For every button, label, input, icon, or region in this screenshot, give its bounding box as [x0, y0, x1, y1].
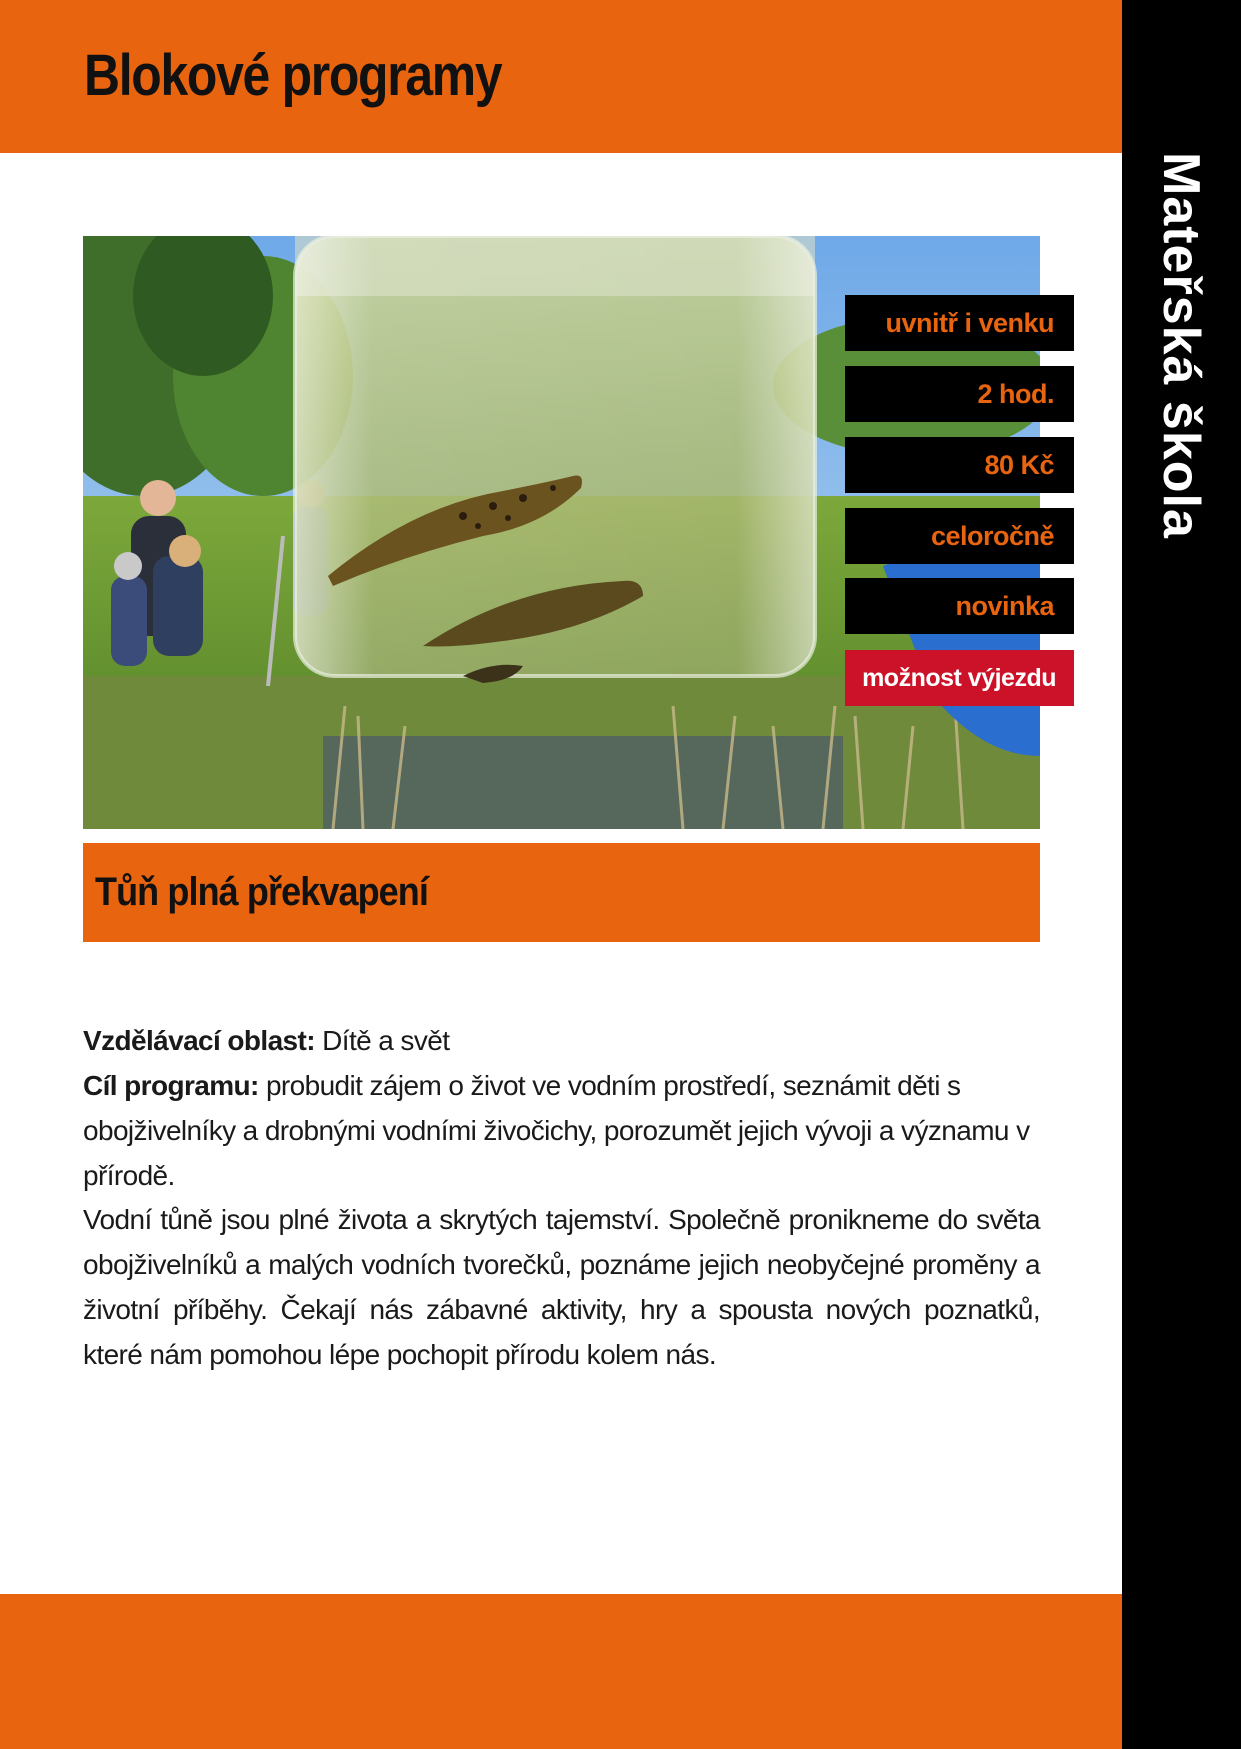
jar-icon — [295, 236, 815, 683]
badge-season: celoročně — [845, 508, 1074, 564]
program-goal-value: probudit zájem o život ve vodním prostředí, seznámit děti s obojživelníky a drobnými vodními živočichy, porozumět jejich vývoji a významu v přírodě. — [83, 1070, 1030, 1191]
badge-new: novinka — [845, 578, 1074, 634]
sidebar-label: Mateřská škola — [1152, 152, 1210, 539]
program-title-band — [83, 843, 1040, 942]
header-band — [0, 0, 1122, 153]
badge-outreach: možnost výjezdu — [845, 650, 1074, 706]
program-goal-line — [83, 1063, 1040, 1198]
program-info — [83, 1018, 1040, 1198]
page-title: Blokové programy — [84, 43, 502, 108]
footer-band — [0, 1594, 1122, 1749]
education-area-line — [83, 1018, 1040, 1063]
program-description: Vodní tůně jsou plné života a skrytých tajemství. Společně pronikneme do světa obojživelníků a malých vodních tvorečků, poznáme jejich neobyčejné proměny a životní příběhy. Čekají nás zábavné aktivity, hry a spousta nových poznatků, které nám pomohou lépe pochopit přírodu kolem nás. — [83, 1204, 1040, 1370]
badge-duration: 2 hod. — [845, 366, 1074, 422]
education-area-value: Dítě a svět — [314, 1025, 450, 1056]
badge-price: 80 Kč — [845, 437, 1074, 493]
education-area-label: Vzdělávací oblast: — [83, 1025, 315, 1056]
badge-location: uvnitř i venku — [845, 295, 1074, 351]
program-goal-label: Cíl programu: — [83, 1070, 259, 1101]
program-title: Tůň plná překvapení — [95, 870, 428, 914]
